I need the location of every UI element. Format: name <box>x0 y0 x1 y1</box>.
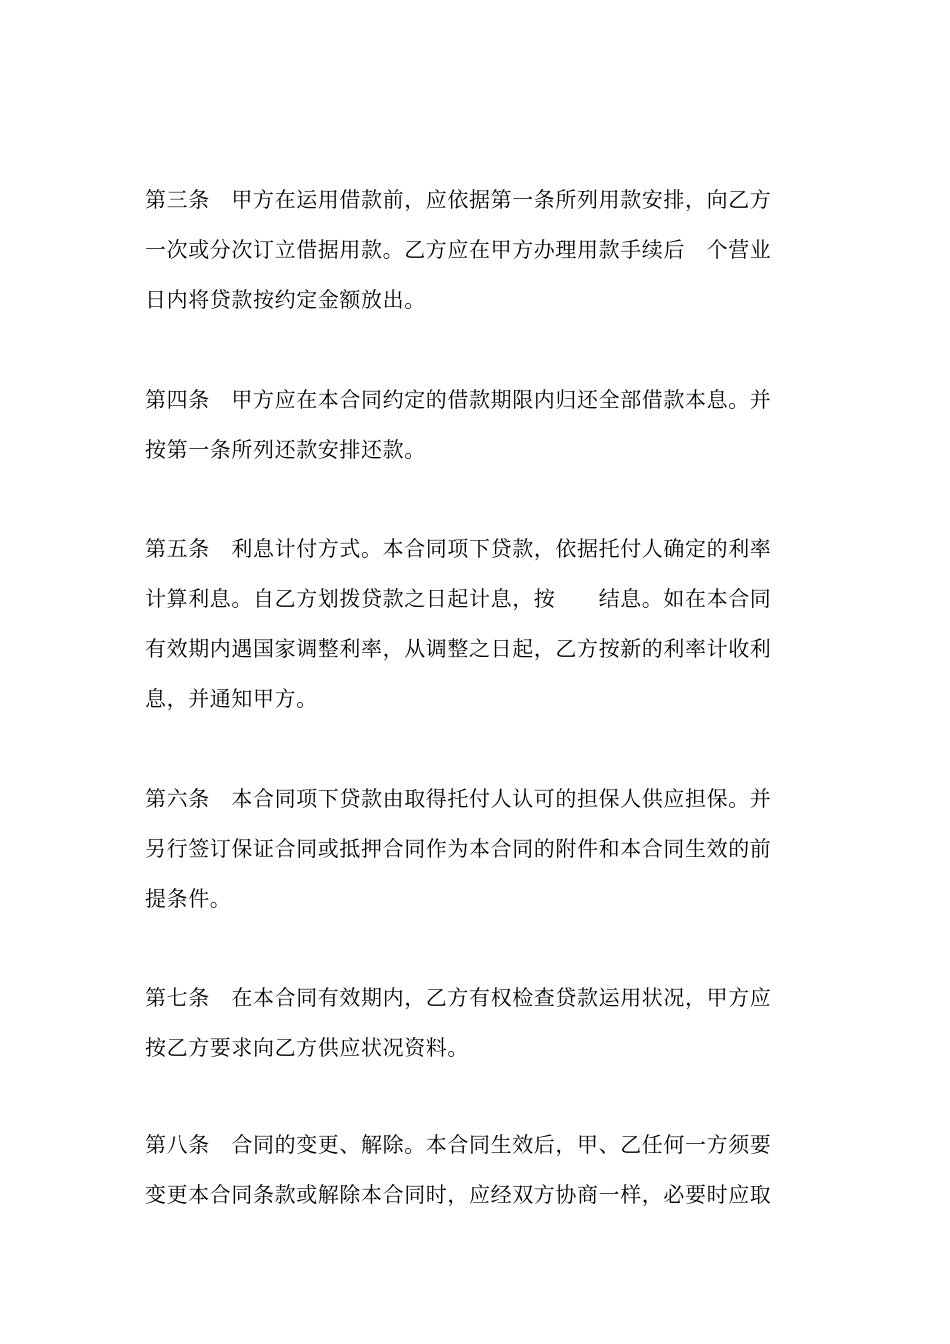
text-line: 第三条 甲方在运用借款前，应依据第一条所列用款安排，向乙方 <box>145 188 772 212</box>
text-line: 日内将贷款按约定金额放出。 <box>145 288 426 312</box>
article-5 <box>145 524 810 724</box>
text-line: 第四条 甲方应在本合同约定的借款期限内归还全部借款本息。并 <box>145 388 772 412</box>
text-line: 另行签订保证合同或抵押合同作为本合同的附件和本合同生效的前 <box>145 837 772 861</box>
article-8 <box>145 1120 810 1220</box>
text-line: 第六条 本合同项下贷款由取得托付人认可的担保人供应担保。并 <box>145 787 772 811</box>
article-3 <box>145 175 810 325</box>
text-line: 计算利息。自乙方划拨贷款之日起计息，按 结息。如在本合同 <box>145 587 772 611</box>
text-line: 一次或分次订立借据用款。乙方应在甲方办理用款手续后 个营业 <box>145 238 772 262</box>
article-4 <box>145 375 810 475</box>
text-line: 第五条 利息计付方式。本合同项下贷款，依据托付人确定的利率 <box>145 537 772 561</box>
text-line: 按第一条所列还款安排还款。 <box>145 438 426 462</box>
text-line: 息，并通知甲方。 <box>145 687 318 711</box>
text-line: 有效期内遇国家调整利率，从调整之日起，乙方按新的利率计收利 <box>145 637 772 661</box>
article-7 <box>145 973 810 1073</box>
text-line: 变更本合同条款或解除本合同时，应经双方协商一样，必要时应取 <box>145 1183 772 1207</box>
text-line: 提条件。 <box>145 887 232 911</box>
text-line: 按乙方要求向乙方供应状况资料。 <box>145 1036 469 1060</box>
article-6 <box>145 774 810 924</box>
text-line: 第八条 合同的变更、解除。本合同生效后，甲、乙任何一方须要 <box>145 1133 772 1157</box>
text-line: 第七条 在本合同有效期内，乙方有权检查贷款运用状况，甲方应 <box>145 986 772 1010</box>
